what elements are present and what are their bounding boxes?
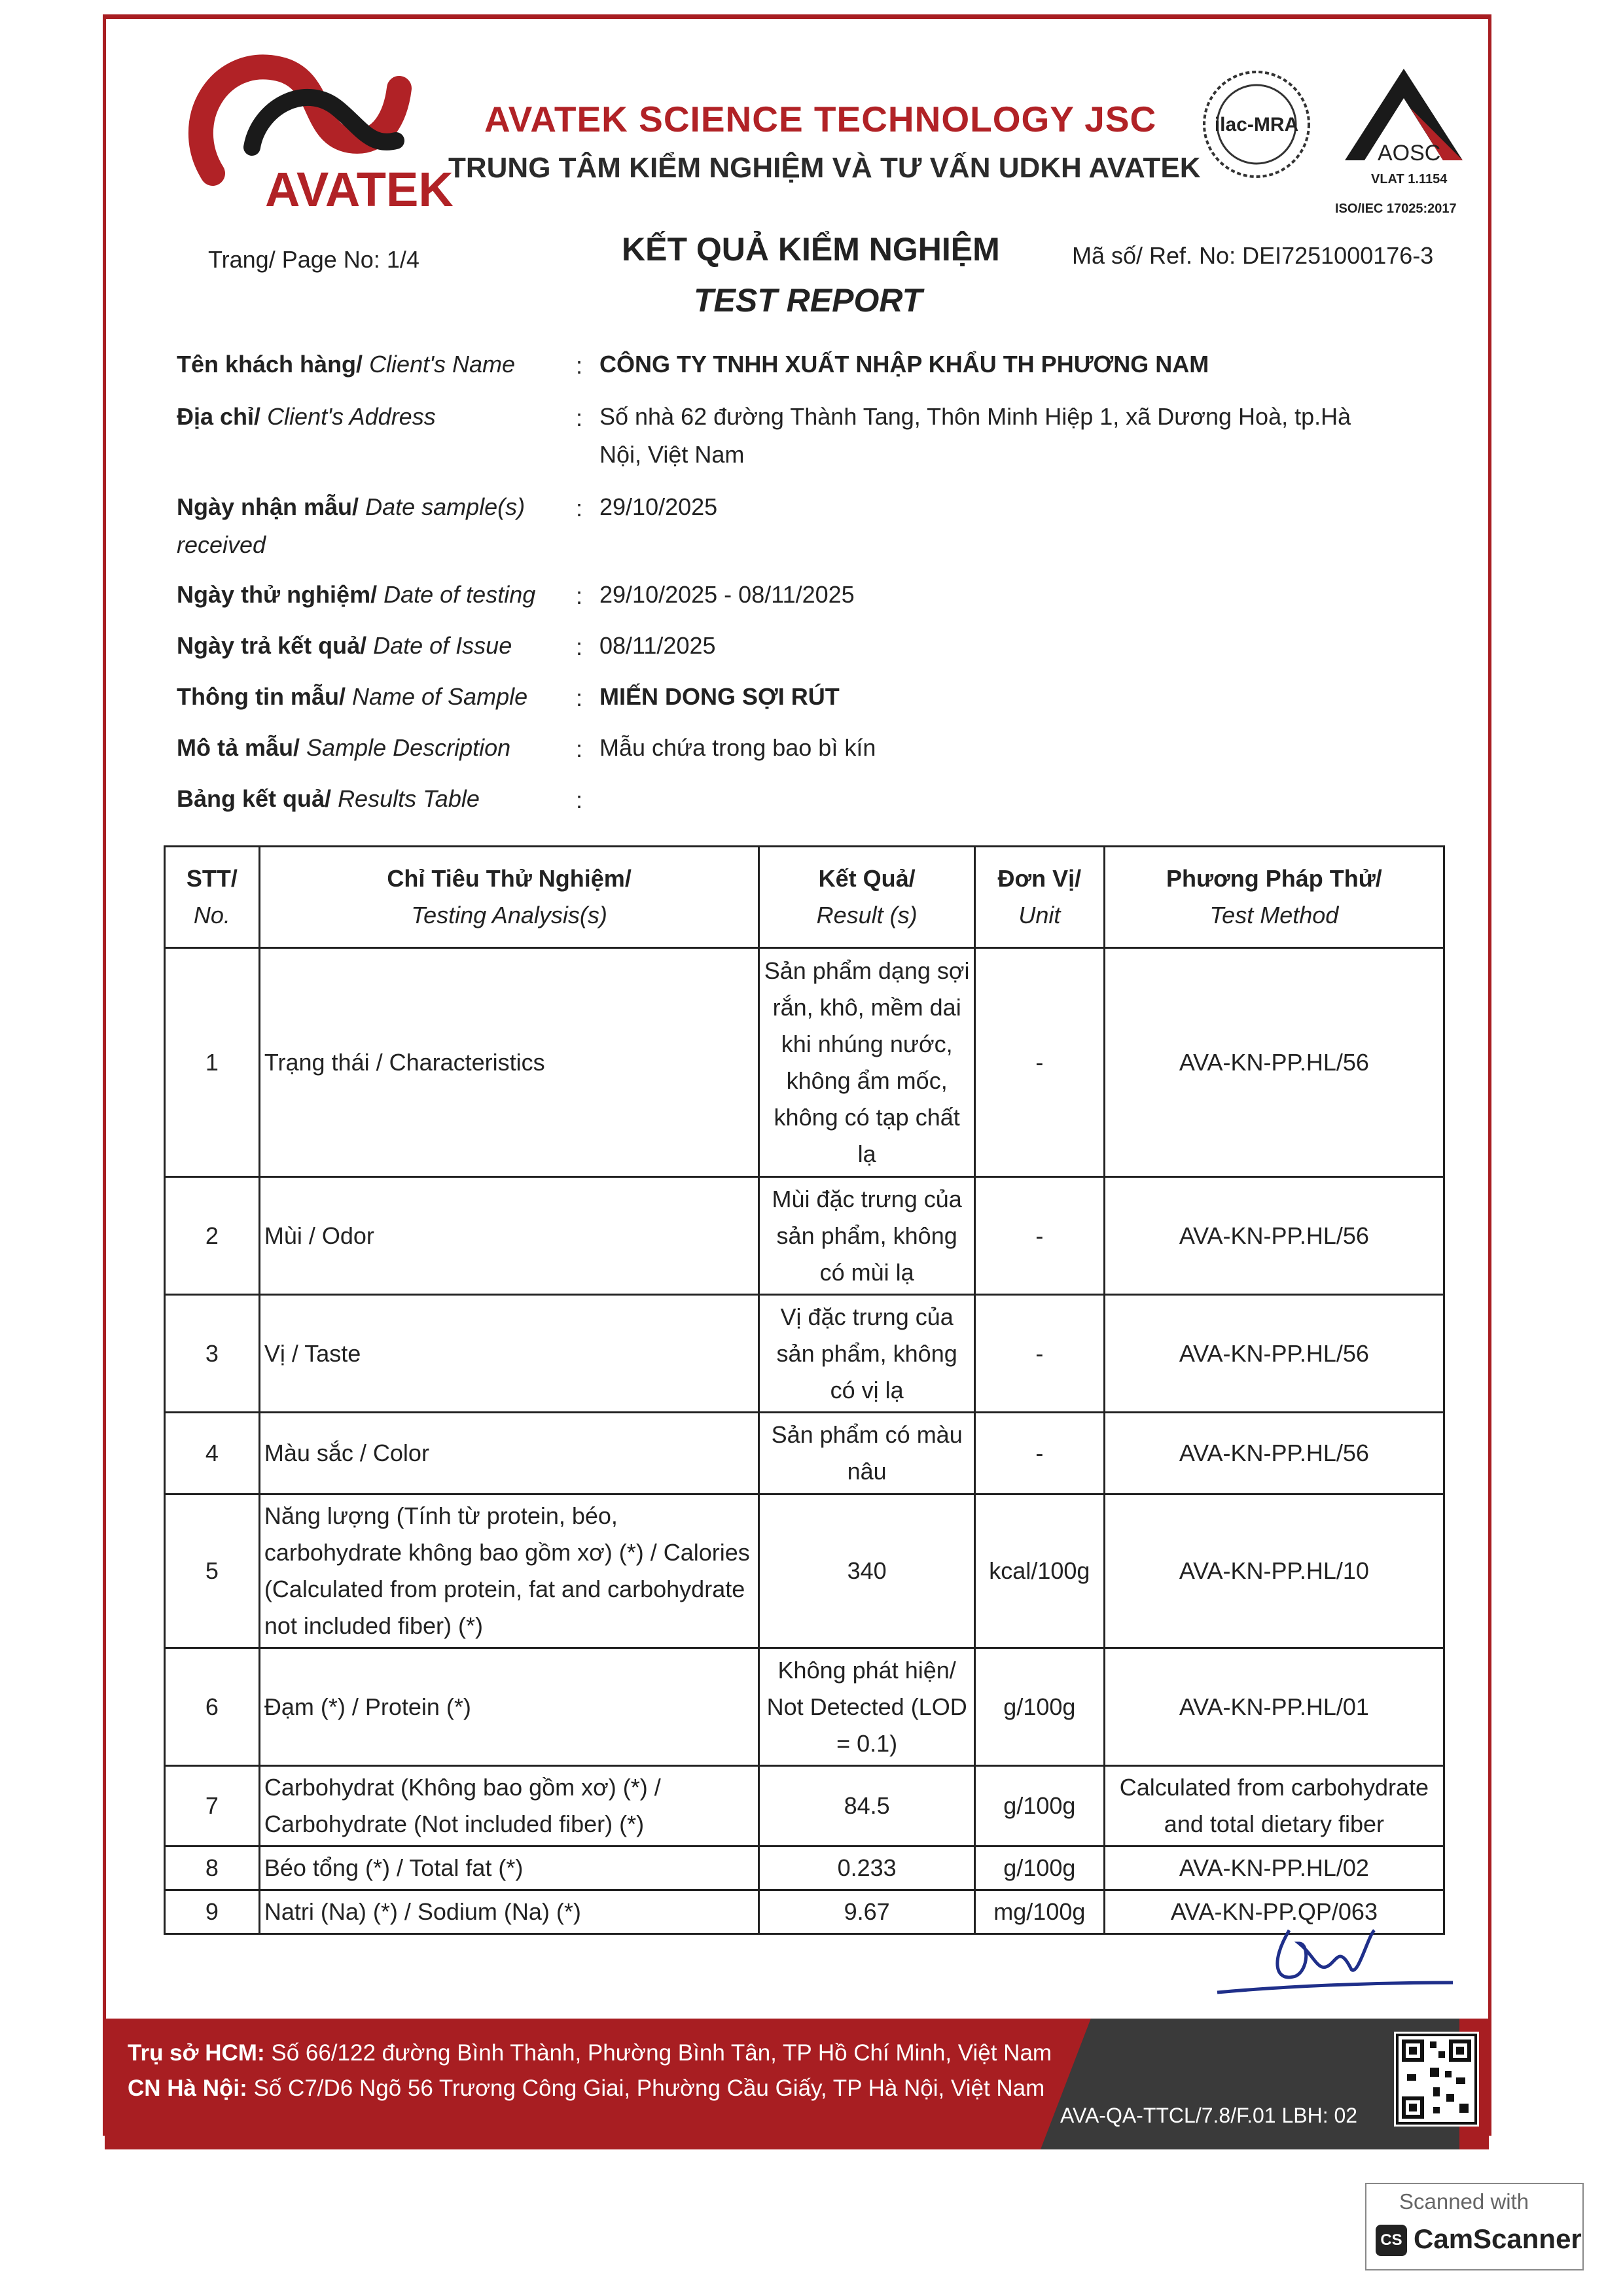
footer-hcm: Trụ sở HCM: Số 66/122 đường Bình Thành, Phường Bình Tân, TP Hồ Chí Minh, Việt Nam xyxy=(128,2040,1052,2066)
signature xyxy=(1211,1911,1459,2009)
form-code: AVA-QA-TTCL/7.8/F.01 LBH: 02 xyxy=(1060,2104,1358,2127)
table-row: 5 Năng lượng (Tính từ protein, béo, carbohydrate không bao gồm xơ) (*) / Calories (Calculated from protein, fat and carbohydrate not included fiber) (*) 340 kcal/100g AVA-KN-PP.HL/10 xyxy=(165,1494,1444,1648)
col-header-method: Phương Pháp Thử/ Test Method xyxy=(1104,847,1444,948)
results-table xyxy=(164,845,1445,1935)
svg-text:ilac-MRA: ilac-MRA xyxy=(1214,114,1299,135)
date-received: 29/10/2025 xyxy=(599,493,718,520)
info-label: Tên khách hàng/ Client's Name xyxy=(177,351,516,378)
client-name: CÔNG TY TNHH XUẤT NHẬP KHẨU TH PHƯƠNG NAM xyxy=(599,351,1209,378)
info-label: Ngày nhận mẫu/ Date sample(s) received xyxy=(177,493,526,558)
info-label: Ngày trả kết quả/ Date of Issue xyxy=(177,632,512,659)
col-header-unit: Đơn Vị/ Unit xyxy=(974,847,1104,948)
reference-number: Mã số/ Ref. No: DEI7251000176-3 xyxy=(1072,242,1434,269)
col-header-result: Kết Quả/ Result (s) xyxy=(759,847,975,948)
table-header-row xyxy=(165,847,1444,948)
table-row: 6 Đạm (*) / Protein (*) Không phát hiện/ Not Detected (LOD = 0.1) g/100g AVA-KN-PP.HL/01 xyxy=(165,1648,1444,1766)
info-label: Bảng kết quả/ Results Table xyxy=(177,785,480,812)
camscanner-badge: Scanned with CS CamScanner xyxy=(1365,2183,1584,2270)
company-name-vn: TRUNG TÂM KIỂM NGHIỆM VÀ TƯ VẤN UDKH AVATEK xyxy=(448,152,1201,184)
table-row: 7 Carbohydrat (Không bao gồm xơ) (*) / Carbohydrate (Not included fiber) (*) 84.5 g/100g Calculated from carbohydrate and total dietary fiber xyxy=(165,1766,1444,1846)
client-address: Số nhà 62 đường Thành Tang, Thôn Minh Hiệp 1, xã Dương Hoà, tp.Hà Nội, Việt Nam xyxy=(599,403,1351,468)
table-row: 8 Béo tổng (*) / Total fat (*) 0.233 g/100g AVA-KN-PP.HL/02 xyxy=(165,1846,1444,1890)
info-label: Ngày thử nghiệm/ Date of testing xyxy=(177,581,536,608)
table-row: 9 Natri (Na) (*) / Sodium (Na) (*) 9.67 mg/100g AVA-KN-PP.QP/063 xyxy=(165,1890,1444,1934)
date-issue: 08/11/2025 xyxy=(599,632,716,659)
col-header-no: STT/ No. xyxy=(165,847,260,948)
logo-text: AVATEK xyxy=(265,162,454,217)
report-title-en: TEST REPORT xyxy=(694,282,923,319)
footer-hanoi: CN Hà Nội: Số C7/D6 Ngõ 56 Trương Công Giai, Phường Cầu Giấy, TP Hà Nội, Việt Nam xyxy=(128,2075,1045,2101)
table-row: 1 Trạng thái / Characteristics Sản phẩm dạng sợi rắn, khô, mềm dai khi nhúng nước, không ẩm mốc, không có tạp chất lạ - AVA-KN-PP.HL/56 xyxy=(165,948,1444,1177)
page-number: Trang/ Page No: 1/4 xyxy=(208,246,419,273)
ilac-mra-mark xyxy=(1198,62,1315,193)
qr-code-icon xyxy=(1394,2032,1479,2127)
camscanner-icon: CS xyxy=(1376,2225,1407,2256)
table-row: 4 Màu sắc / Color Sản phẩm có màu nâu - AVA-KN-PP.HL/56 xyxy=(165,1413,1444,1494)
svg-text:VLAT 1.1154: VLAT 1.1154 xyxy=(1371,172,1448,186)
table-row: 3 Vị / Taste Vị đặc trưng của sản phẩm, không có vị lạ - AVA-KN-PP.HL/56 xyxy=(165,1295,1444,1413)
svg-text:AOSC: AOSC xyxy=(1378,141,1441,166)
date-testing: 29/10/2025 - 08/11/2025 xyxy=(599,581,855,608)
company-name-en: AVATEK SCIENCE TECHNOLOGY JSC xyxy=(484,99,1157,139)
aosc-mark xyxy=(1332,62,1476,219)
svg-text:ISO/IEC 17025:2017: ISO/IEC 17025:2017 xyxy=(1335,202,1457,216)
sample-name: MIẾN DONG SỢI RÚT xyxy=(599,683,840,710)
col-header-analysis: Chỉ Tiêu Thử Nghiệm/ Testing Analysis(s) xyxy=(259,847,759,948)
info-label: Thông tin mẫu/ Name of Sample xyxy=(177,683,528,710)
info-label: Địa chỉ/ Client's Address xyxy=(177,403,436,430)
table-row: 2 Mùi / Odor Mùi đặc trưng của sản phẩm, không có mùi lạ - AVA-KN-PP.HL/56 xyxy=(165,1177,1444,1295)
sample-description: Mẫu chứa trong bao bì kín xyxy=(599,734,876,761)
report-title-vn: KẾT QUẢ KIỂM NGHIỆM xyxy=(622,231,1000,268)
avatek-logo xyxy=(173,43,454,219)
info-label: Mô tả mẫu/ Sample Description xyxy=(177,734,511,761)
